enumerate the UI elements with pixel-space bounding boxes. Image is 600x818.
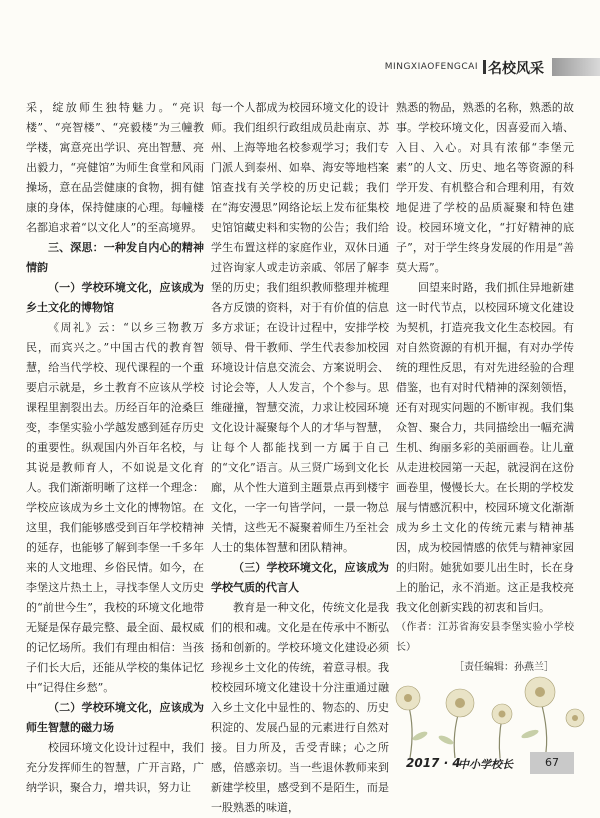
- paragraph: 《周礼》云：“以乡三物教万民，而宾兴之。”中国古代的教育智慧，给当代学校、现代课程的一个重要启示就是，乡土教育不应该从学校课程里割裂出去。历经百年的沧桑巨变，李堡实验小学越发感到延存历史的重要性。纵观国内外百年名校，与其说是教师育人，不如说是文化育人。我们渐渐明晰了这样一个理念：学校应该成为乡土文化的博物馆。在这里，我们能够感受到百年学校精神的延存，也能够了解到李堡一千多年来的人文地理、乡俗民情。如今，在李堡这片热土上，寻找李堡人文历史的“前世今生”，我校的环境文化地带无疑是保存最完整、最全面、最权威的记忆场所。我们有理由相信：当孩子们长大后，还能从学校的集体记忆中“记得住乡愁”。: [26, 321, 204, 694]
- issue-date: 2017 · 4: [406, 756, 461, 770]
- header-divider: [483, 60, 486, 74]
- magazine-name: 中小学校长: [458, 758, 513, 771]
- subsection-heading: （三）学校环境文化，应该成为学校气质的代言人: [211, 561, 389, 594]
- page-header: [0, 58, 600, 80]
- author-note: （作者：江苏省海安县李堡实验小学校长）: [396, 622, 574, 653]
- header-column-name-en: MINGXIAOFENGCAI: [384, 62, 478, 72]
- section-heading: 三、深思：一种发自内心的精神情韵: [26, 241, 204, 274]
- flower-decoration: [380, 648, 595, 758]
- paragraph: 教育是一种文化，传统文化是我们的根和魂。文化是在传承中不断弘扬和创新的。学校环境文化建设必须珍视乡土文化的传统，着意寻根。我校校园环境文化建设十分注重通过融入乡土文化中显性的、物态的、历史积淀的、发展凸显的元素进行自然对接。目力所及，舌受青睐；心之所感，倍感亲切。当一些退休教师来到新建学校里，感受到不是陌生，而是一股熟悉的味道，: [211, 601, 389, 814]
- subsection-heading: （二）学校环境文化，应该成为师生智慧的磁力场: [26, 701, 204, 734]
- text-column-2: [211, 98, 389, 814]
- editor-note: ［责任编辑：孙燕兰］: [454, 662, 554, 673]
- page-number: 67: [530, 752, 574, 774]
- paragraph: 熟悉的物品，熟悉的名称，熟悉的故事。学校环境文化，因喜爱而入墙、入目、入心。对具有浓郁“李堡元素”的人文、历史、地名等资源的科学开发、有机整合和合理利用，有效地促进了学校的品质凝聚和特色建设。校园环境文化，“打好精神的底子”，对于学生终身发展的作用是“善莫大焉”。: [396, 101, 574, 274]
- header-column-name-cn: 名校风采: [488, 61, 544, 77]
- paragraph: 每一个人都成为校园环境文化的设计师。我们组织行政组成员赴南京、苏州、上海等地名校参观学习；我们专门派人到泰州、如皋、海安等地档案馆查找有关学校的历史记载；我们在“海安漫思”网络论坛上发布征集校史馆馆藏史料和实物的公告；我们给学生布置这样的家庭作业，双休日通过咨询家人或走访亲戚、邻居了解李堡的历史；我们组织教师整理并梳理各方反馈的资料，对于有价值的信息多方求证；在设计过程中，安排学校领导、骨干教师、学生代表参加校园环境设计信息交流会、方案说明会、讨论会等，人人发言，个个参与。思维碰撞，智慧交流，力求让校园环境文化设计凝聚每个人的才华与智慧，让每个人都能找到一方属于自己的“文化”语言。从三贤广场到文化长廊，从个性大道到主题景点再到楼宇文化，一字一句皆学问，一景一物总关情，这些无不凝聚着师生乃至社会人士的集体智慧和团队精神。: [211, 101, 389, 554]
- text-column-3: [396, 98, 574, 718]
- paragraph: 采，绽放师生独特魅力。“亮识楼”、“亮智楼”、“亮毅楼”为三幢教学楼，寓意亮出学识、亮出智慧、亮出毅力，“亮健馆”为师生食堂和风雨操场，意在品尝健康的食物，拥有健康的身体，保持健康的心理。每幢楼名都追求着“以文化人”的至高境界。: [26, 101, 204, 234]
- page-footer: [396, 752, 600, 778]
- paragraph: 回望来时路，我们抓住异地新建这一时代节点，以校园环境文化建设为契机，打造亮我文化生态校园。有对自然资源的有机开掘，有对办学传统的理性反思，有对先进经验的合理借鉴，也有对时代精神的深刻领悟，还有对现实问题的不断审视。我们集众智、聚合力，共同描绘出一幅充满生机、绚丽多彩的美丽画卷。让儿童从走进校园第一天起，就浸润在这份画卷里，慢慢长大。在长期的学校发展与情感沉积中，校园环境文化渐渐成为乡土文化的传统元素与精神基因，成为校园情感的依凭与精神家园的归附。她犹如要儿出生时，长在身上的胎记，永不消逝。这正是我校亮我文化创新实践的初衷和旨归。: [396, 281, 574, 614]
- header-gray-block: [552, 58, 600, 76]
- paragraph: 校园环境文化设计过程中，我们充分发挥师生的智慧，广开言路，广纳学识，聚合力，增共识，努力让: [26, 741, 204, 794]
- subsection-heading: （一）学校环境文化，应该成为乡土文化的博物馆: [26, 281, 204, 314]
- text-column-1: [26, 98, 204, 794]
